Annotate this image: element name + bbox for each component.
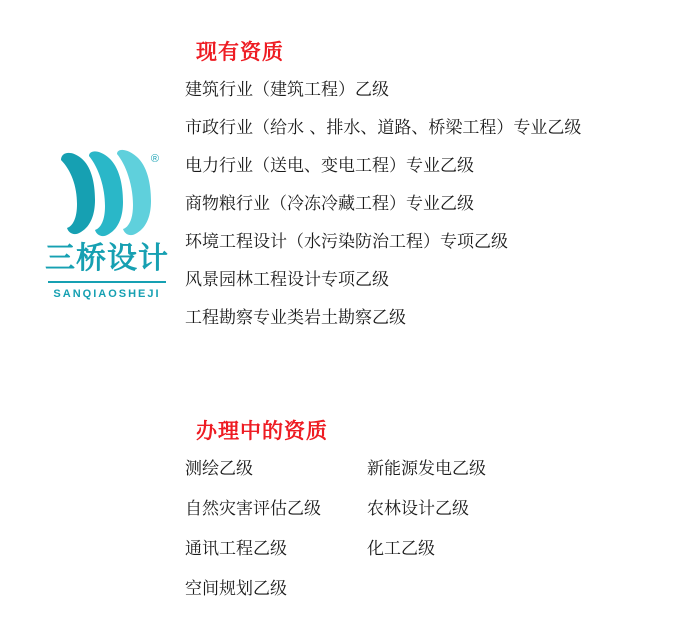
section-title-processing: 办理中的资质 [196, 419, 328, 443]
list-item: 市政行业（给水 、排水、道路、桥梁工程）专业乙级 [185, 118, 582, 138]
processing-item-right: 农林设计乙级 [367, 499, 469, 519]
list-item: 工程勘察专业类岩土勘察乙级 [185, 308, 406, 328]
processing-item-left: 空间规划乙级 [185, 579, 287, 599]
processing-item-right: 新能源发电乙级 [367, 459, 486, 479]
logo-brand-name: 三桥设计 [45, 241, 169, 276]
company-logo [42, 148, 172, 323]
logo-divider [48, 281, 166, 283]
list-item [185, 581, 605, 598]
logo-wave-icon [51, 148, 163, 238]
processing-qualifications-list [185, 461, 605, 621]
list-item: 环境工程设计（水污染防治工程）专项乙级 [185, 232, 508, 252]
list-item [185, 501, 605, 518]
logo-brand-pinyin: SANQIAOSHEJI [53, 288, 161, 300]
list-item: 建筑行业（建筑工程）乙级 [185, 80, 389, 100]
section-title-existing: 现有资质 [196, 40, 284, 64]
list-item [185, 541, 605, 558]
list-item: 风景园林工程设计专项乙级 [185, 270, 389, 290]
processing-item-right: 化工乙级 [367, 539, 435, 559]
list-item [185, 461, 605, 478]
existing-qualifications-list [185, 82, 675, 348]
processing-item-left: 自然灾害评估乙级 [185, 499, 321, 519]
list-item: 电力行业（送电、变电工程）专业乙级 [185, 156, 474, 176]
processing-item-left: 通讯工程乙级 [185, 539, 287, 559]
list-item: 商物粮行业（冷冻冷藏工程）专业乙级 [185, 194, 474, 214]
processing-item-right [367, 581, 567, 598]
processing-item-left: 测绘乙级 [185, 459, 253, 479]
registered-trademark-icon: ® [150, 153, 159, 165]
